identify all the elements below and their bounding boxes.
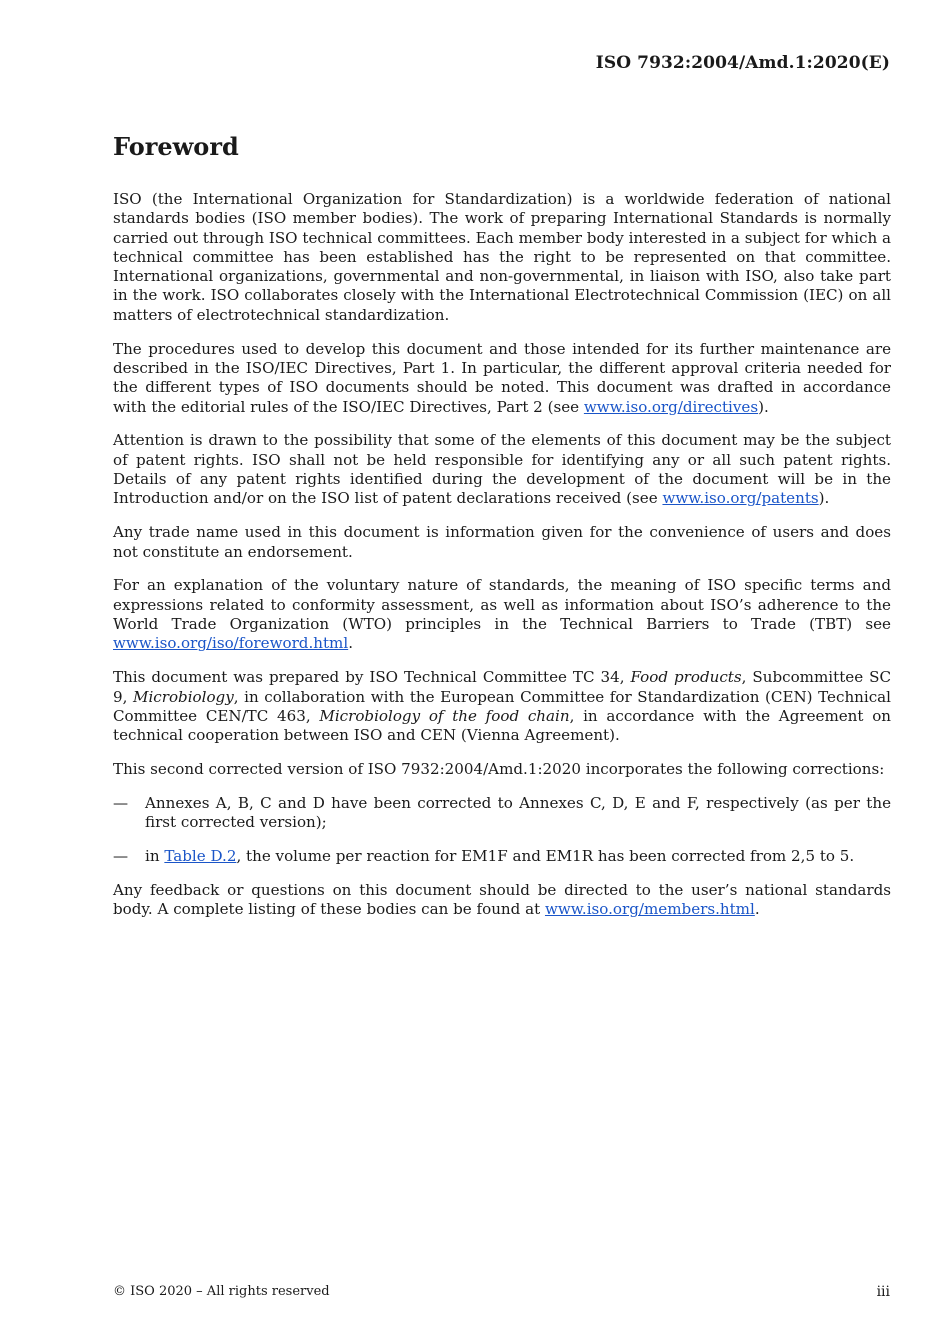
list-dash: —	[113, 847, 129, 866]
foreword-link[interactable]: www.iso.org/iso/foreword.html	[113, 634, 349, 653]
members-link[interactable]: www.iso.org/members.html	[544, 900, 755, 919]
paragraph-trade-name: Any trade name used in this document is information given for the convenience of users and does not constitute an endorsement.	[113, 523, 891, 561]
page-title: Foreword	[113, 132, 239, 161]
document-id-header: ISO 7932:2004/Amd.1:2020(E)	[595, 53, 890, 73]
patents-link[interactable]: www.iso.org/patents	[662, 489, 819, 508]
paragraph-prepared-by: This document was prepared by ISO Technical Committee TC 34, Food products, Subcommittee SC 9, Microbiology, in collaboration with the European Committee for Standardization (CEN) Technical Committee CEN/TC 463, Microbiology of the food chain, in accordance with the Agreement on technical cooperation between ISO and CEN (Vienna Agreement).	[113, 668, 892, 745]
document-body	[113, 130, 891, 934]
paragraph-voluntary-nature: For an explanation of the voluntary nature of standards, the meaning of ISO specific terms and expressions related to conformity assessment, as well as information about ISO’s adherence to the World Trade Organization (WTO) principles in the Technical Barriers to Trade (TBT) see www.iso.org/iso/foreword.html.	[113, 576, 891, 653]
paragraph-iso-intro: ISO (the International Organization for Standardization) is a worldwide federation of national standards bodies (ISO member bodies). The work of preparing International Standards is normally carried out through ISO technical committees. Each member body interested in a subject for which a technical committee has been established has the right to be represented on that committee. International organizations, governmental and non-governmental, in liaison with ISO, also take part in the work. ISO collaborates closely with the International Electrotechnical Commission (IEC) on all matters of electrotechnical standardization.	[113, 190, 891, 324]
paragraph-patents: Attention is drawn to the possibility that some of the elements of this document may be the subject of patent rights. ISO shall not be held responsible for identifying any or all such patent rights. Details of any patent rights identified during the development of the document will be in the Introduction and/or on the ISO list of patent declarations received (see www.iso.org/patents).	[113, 431, 891, 508]
list-dash: —	[113, 793, 129, 812]
directives-link[interactable]: www.iso.org/directives	[583, 397, 759, 416]
list-item	[113, 794, 891, 833]
list-item-text: in Table D.2, the volume per reaction for EM1F and EM1R has been corrected from 2,5 to 5.	[145, 847, 855, 866]
list-item-text: Annexes A, B, C and D have been corrected to Annexes C, D, E and F, respectively (as per the first corrected version);	[145, 793, 891, 832]
paragraph-feedback: Any feedback or questions on this document should be directed to the user’s national standards body. A complete listing of these bodies can be found at www.iso.org/members.html.	[113, 880, 891, 919]
page-number: iii	[876, 1284, 890, 1300]
table-d2-link[interactable]: Table D.2	[164, 847, 237, 866]
paragraph-corrected-version: This second corrected version of ISO 7932:2004/Amd.1:2020 incorporates the following corrections:	[113, 759, 885, 778]
footer-copyright: © ISO 2020 – All rights reserved	[113, 1284, 330, 1299]
paragraph-procedures: The procedures used to develop this document and those intended for its further maintenance are described in the ISO/IEC Directives, Part 1. In particular, the different approval criteria needed for the different types of ISO documents should be noted. This document was drafted in accordance with the editorial rules of the ISO/IEC Directives, Part 2 (see www.iso.org/directives).	[113, 339, 891, 416]
list-item	[113, 847, 891, 866]
